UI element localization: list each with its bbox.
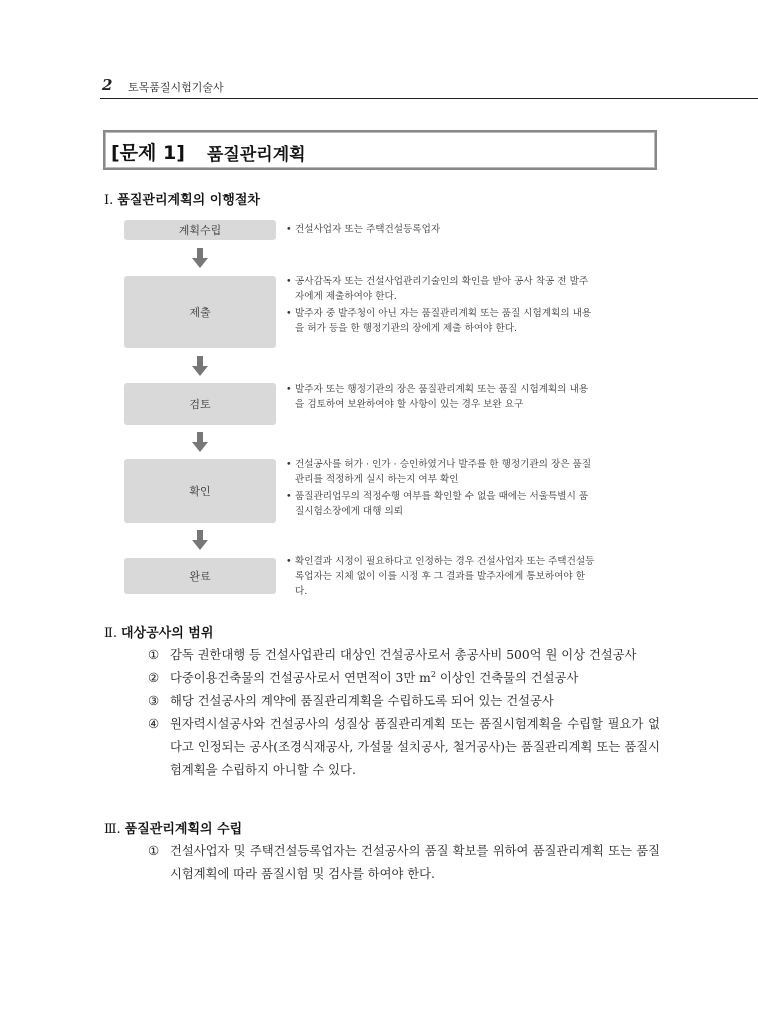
step-desc-plan <box>286 222 596 239</box>
list-item-text: 감독 권한대행 등 건설사업관리 대상인 건설공사로서 총공사비 500억 원 이상 건설공사 <box>170 648 637 662</box>
section-1-heading <box>104 189 260 208</box>
list-marker: ④ <box>148 717 160 731</box>
step-desc-item: • 확인결과 시정이 필요하다고 인정하는 경우 건설사업자 또는 주택건설등록업자는 지체 없이 이를 시정 후 그 결과를 발주자에게 통보하여야 한다. <box>286 554 596 599</box>
step-desc-item: • 공사감독자 또는 건설사업관리기술인의 확인을 받아 공사 착공 전 발주자에게 제출하여야 한다. <box>286 274 596 304</box>
section-1-title: 품질관리계획의 이행절차 <box>117 193 260 208</box>
step-desc-item: • 건설사업자 또는 주택건설등록업자 <box>286 222 596 237</box>
list-item-text: 해당 건설공사의 계약에 품질관리계획을 수립하도록 되어 있는 건설공사 <box>170 694 554 708</box>
section-3-numeral: Ⅲ. <box>104 822 121 837</box>
step-box-review: 검토 <box>124 383 276 425</box>
list-item-text: 원자력시설공사와 건설공사의 성질상 품질관리계획 또는 품질시험계획을 수립할 필요가 없다고 인정되는 공사(조경식재공사, 가설물 설치공사, 철거공사)는 품질관리계획 또는 품질시험계획을 수립하지 아니할 수 있다. <box>170 717 660 777</box>
step-box-plan: 계획수립 <box>124 220 276 240</box>
problem-title: 품질관리계획 <box>207 145 306 165</box>
list-item <box>148 667 660 690</box>
superscript: 2 <box>430 669 436 679</box>
step-desc-item: • 발주자 중 발주청이 아닌 자는 품질관리계획 또는 품질 시험계획의 내용을 허가 등을 한 행정기관의 장에게 제출 하여야 한다. <box>286 306 596 336</box>
problem-label: [문제 1] <box>111 142 185 164</box>
section-2-numeral: Ⅱ. <box>104 626 117 641</box>
page-header <box>100 76 758 99</box>
list-item-text-cont: 이상인 건축물의 건설공사 <box>435 671 579 685</box>
problem-title-box <box>103 130 657 170</box>
down-arrow-icon <box>192 248 208 268</box>
down-arrow-icon <box>192 432 208 452</box>
section-3-heading <box>104 818 242 837</box>
section-2-title: 대상공사의 범위 <box>120 626 214 641</box>
section-3-list <box>148 840 660 886</box>
list-item <box>148 690 660 713</box>
section-2-list <box>148 644 660 782</box>
step-desc-review <box>286 382 596 414</box>
down-arrow-icon <box>192 530 208 550</box>
step-desc-item: • 발주자 또는 행정기관의 장은 품질관리계획 또는 품질 시험계획의 내용을 검토하여 보완하여야 할 사항이 있는 경우 보완 요구 <box>286 382 596 412</box>
list-marker: ② <box>148 671 160 685</box>
page-number: 2 <box>102 76 113 94</box>
section-3-title: 품질관리계획의 수립 <box>124 822 243 837</box>
step-desc-confirm <box>286 457 596 521</box>
section-2-heading <box>104 622 213 641</box>
step-box-complete: 완료 <box>124 558 276 594</box>
list-item <box>148 644 660 667</box>
list-item <box>148 713 660 782</box>
list-marker: ① <box>148 648 160 662</box>
list-item <box>148 840 660 886</box>
list-item-text: 건설사업자 및 주택건설등록업자는 건설공사의 품질 확보를 위하여 품질관리계획 또는 품질시험계획에 따라 품질시험 및 검사를 하여야 한다. <box>170 844 660 881</box>
step-box-confirm: 확인 <box>124 459 276 523</box>
book-title: 토목품질시험기술사 <box>128 81 224 94</box>
list-marker: ① <box>148 844 160 858</box>
step-desc-item: • 건설공사를 허가 · 인가 · 승인하였거나 발주를 한 행정기관의 장은 품질관리를 적정하게 실시 하는지 여부 확인 <box>286 457 596 487</box>
step-desc-complete <box>286 554 596 601</box>
list-marker: ③ <box>148 694 160 708</box>
step-desc-submit <box>286 274 596 338</box>
list-item-text: 다중이용건축물의 건설공사로서 연면적이 3만 m <box>170 671 431 685</box>
step-box-submit: 제출 <box>124 276 276 348</box>
down-arrow-icon <box>192 356 208 376</box>
section-1-numeral: Ⅰ. <box>104 193 114 208</box>
step-desc-item: • 품질관리업무의 적정수행 여부를 확인할 수 없을 때에는 서울특별시 품질시험소장에게 대행 의뢰 <box>286 489 596 519</box>
